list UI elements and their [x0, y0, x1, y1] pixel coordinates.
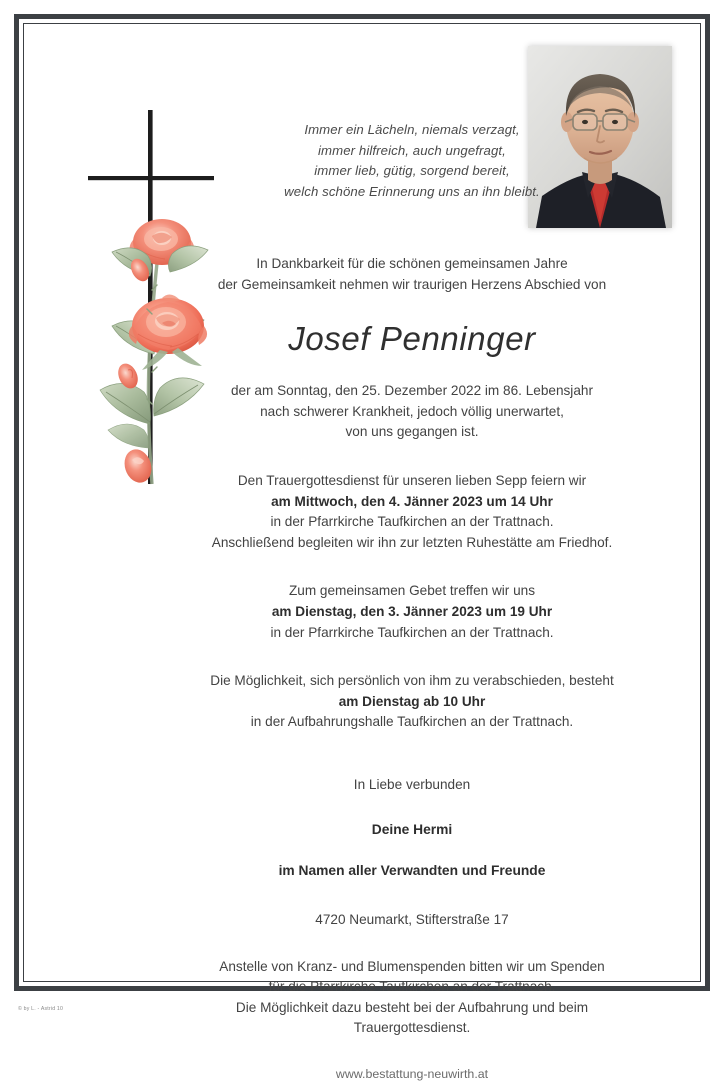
intro-line: der Gemeinsamkeit nehmen wir traurigen Herzens Abschied von	[217, 276, 607, 292]
memorial-text-content	[192, 24, 632, 1081]
service-location: in der Pfarrkirche Taufkirchen an der Trattnach.	[270, 514, 554, 530]
prayer-location: in der Pfarrkirche Taufkirchen an der Trattnach.	[270, 624, 554, 640]
farewell-line: Die Möglichkeit, sich persönlich von ihm zu verabschieden, besteht	[210, 673, 614, 689]
funeral-home-website[interactable]: www.bestattung-neuwirth.at	[335, 1066, 489, 1081]
signature-name: Deine Hermi	[371, 821, 453, 837]
deceased-name: Josef Penninger	[288, 320, 536, 358]
closing-text: In Liebe verbunden	[353, 776, 471, 792]
farewell-location: in der Aufbahrungshalle Taufkirchen an der Trattnach.	[250, 714, 574, 730]
service-line: Anschließend begleiten wir ihn zur letzten Ruhestätte am Friedhof.	[211, 534, 613, 550]
service-datetime: am Mittwoch, den 4. Jänner 2023 um 14 Uhr	[271, 493, 553, 509]
address-text: 4720 Neumarkt, Stifterstraße 17	[315, 911, 509, 927]
lifespan-line: von uns gegangen ist.	[345, 424, 479, 440]
poem-line: immer hilfreich, auch ungefragt,	[318, 142, 506, 158]
intro-line: In Dankbarkeit für die schönen gemeinsamen Jahre	[256, 256, 568, 271]
donation-line: für die Pfarrkirche Taufkirchen an der Trattnach.	[268, 979, 556, 995]
poem-line: welch schöne Erinnerung uns an ihn bleibt.	[284, 183, 540, 199]
introduction-text	[192, 254, 632, 295]
lifespan-line: nach schwerer Krankheit, jedoch völlig unerwartet,	[260, 403, 564, 419]
on-behalf-text: im Namen aller Verwandten und Freunde	[278, 862, 546, 878]
lifespan-line: der am Sonntag, den 25. Dezember 2022 im 86. Lebensjahr	[231, 383, 593, 399]
poem-line: immer lieb, gütig, sorgend bereit,	[314, 163, 510, 178]
memorial-poem	[192, 120, 632, 202]
funeral-service-details	[192, 471, 632, 553]
service-line: Den Trauergottesdienst für unseren lieben Sepp feiern wir	[237, 472, 587, 488]
donation-line: Anstelle von Kranz- und Blumenspenden bitten wir um Spenden	[219, 958, 605, 974]
lifespan-text	[192, 381, 632, 443]
prayer-details	[192, 581, 632, 643]
viewing-details	[192, 671, 632, 733]
farewell-datetime: am Dienstag ab 10 Uhr	[338, 693, 486, 709]
donation-line: Die Möglichkeit dazu besteht bei der Aufbahrung und beim Trauergottesdienst.	[235, 999, 589, 1036]
prayer-line: Zum gemeinsamen Gebet treffen wir uns	[288, 583, 536, 599]
donation-notice	[192, 957, 632, 1039]
poem-line: Immer ein Lächeln, niemals verzagt,	[304, 122, 520, 137]
copyright-credit: © by L. - Astrid 10	[18, 1006, 64, 1012]
prayer-datetime: am Dienstag, den 3. Jänner 2023 um 19 Uhr	[271, 603, 553, 619]
